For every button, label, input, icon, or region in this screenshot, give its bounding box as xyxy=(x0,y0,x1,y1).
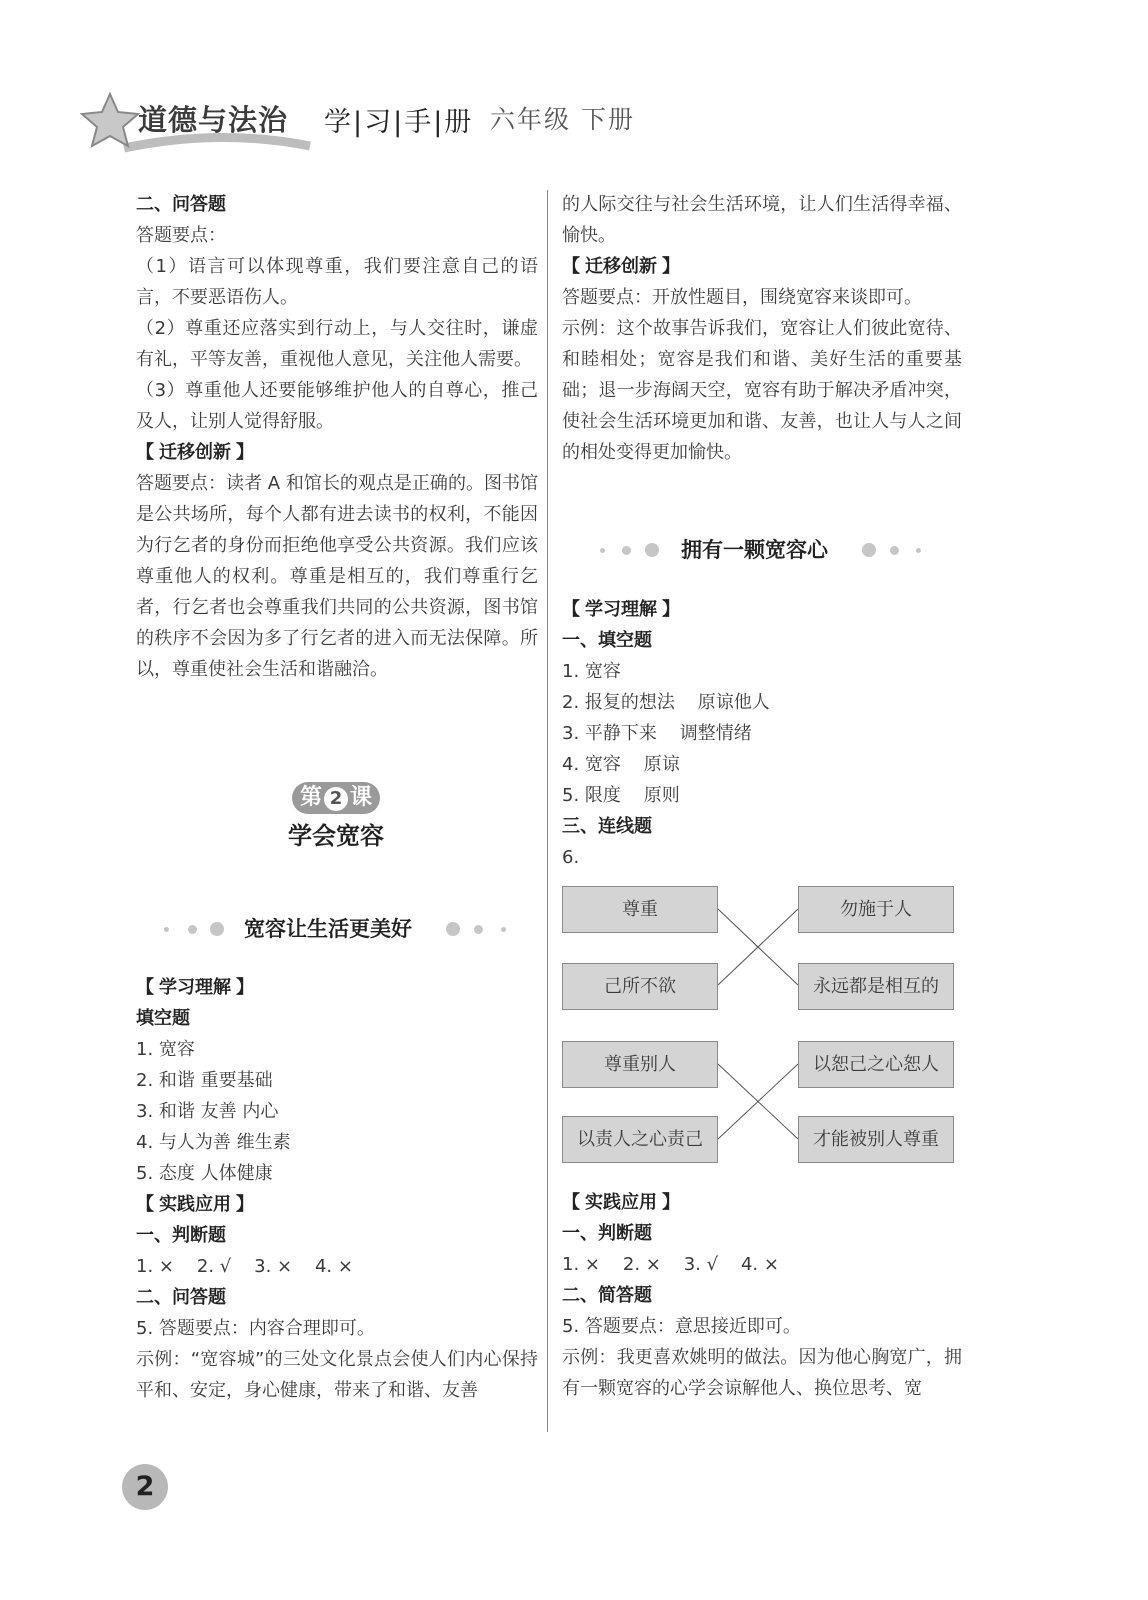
book-grade: 六年级 下册 xyxy=(490,105,635,134)
judge-answers: 1. × 2. × 3. √ 4. × xyxy=(562,1254,779,1275)
judge-heading: 一、判断题 xyxy=(136,1225,226,1245)
qa-point-2: （2）尊重还应落实到行动上，与人交往时，谦虚有礼，平等友善，重视他人意见，关注他人需要。 xyxy=(136,318,538,370)
fill-item: 1. 宽容 xyxy=(136,1039,195,1060)
fill-item: 5. 限度 原则 xyxy=(562,785,680,806)
qa-example: 示例：“宽容城”的三处文化景点会使人们内心保持平和、安定，身心健康，带来了和谐、友善 xyxy=(136,1349,538,1401)
dot-icon xyxy=(164,927,169,932)
qa-point-3: （3）尊重他人还要能够维护他人的自尊心，推己及人，让别人觉得舒服。 xyxy=(136,380,538,432)
transfer-heading: 【 迁移创新 】 xyxy=(562,256,681,276)
fill-item: 4. 与人为善 维生素 xyxy=(136,1132,291,1153)
match-number: 6. xyxy=(562,847,580,868)
transfer-heading: 【 迁移创新 】 xyxy=(136,442,255,462)
dot-icon xyxy=(474,925,483,934)
match-box: 以恕己之心恕人 xyxy=(798,1041,954,1088)
left-column-top xyxy=(136,189,538,685)
match-box: 永远都是相互的 xyxy=(798,963,954,1010)
fill-heading: 一、填空题 xyxy=(562,630,652,650)
continued-text: 的人际交往与社会生活环境，让人们生活得幸福、愉快。 xyxy=(562,194,962,246)
page-number: 2 xyxy=(122,1464,168,1510)
fill-item: 4. 宽容 原谅 xyxy=(562,754,680,775)
transfer-points: 答题要点：开放性题目，围绕宽容来谈即可。 xyxy=(562,287,922,308)
section1-content xyxy=(136,972,538,1406)
lesson-badge xyxy=(292,782,380,814)
dot-icon xyxy=(890,546,899,555)
lesson-header xyxy=(286,782,386,851)
match-heading: 三、连线题 xyxy=(562,816,652,836)
match-box: 尊重别人 xyxy=(562,1041,718,1088)
qa-points-label: 答题要点： xyxy=(136,225,226,246)
study-heading: 【 学习理解 】 xyxy=(136,977,255,997)
dot-icon xyxy=(446,922,460,936)
book-title: 学|习|手|册 xyxy=(324,107,474,138)
study-heading: 【 学习理解 】 xyxy=(562,599,681,619)
short-example: 示例：我更喜欢姚明的做法。因为他心胸宽广，拥有一颗宽容的心学会谅解他人、换位思考、宽 xyxy=(562,1347,962,1399)
match-box: 以责人之心责己 xyxy=(562,1116,718,1163)
right-column-top xyxy=(562,189,962,468)
dot-icon xyxy=(600,548,605,553)
lesson-badge-suffix: 课 xyxy=(350,785,373,810)
dot-icon xyxy=(862,543,876,557)
practice-heading: 【 实践应用 】 xyxy=(136,1194,255,1214)
lesson-badge-prefix: 第 xyxy=(299,785,322,810)
match-box: 勿施于人 xyxy=(798,886,954,933)
fill-item: 3. 平静下来 调整情绪 xyxy=(562,723,752,744)
section2-practice xyxy=(562,1187,962,1404)
qa-point-1: （1）语言可以体现尊重，我们要注意自己的语言，不要恶语伤人。 xyxy=(136,256,538,308)
qa-heading: 二、问答题 xyxy=(136,194,226,214)
section2-title: 拥有一颗宽容心 xyxy=(681,538,828,562)
short-points: 5. 答题要点：意思接近即可。 xyxy=(562,1316,801,1337)
fill-item: 5. 态度 人体健康 xyxy=(136,1163,273,1184)
practice-heading: 【 实践应用 】 xyxy=(562,1192,681,1212)
qa-heading: 二、问答题 xyxy=(136,1287,226,1307)
section1-title: 宽容让生活更美好 xyxy=(244,917,412,941)
fill-item: 2. 和谐 重要基础 xyxy=(136,1070,273,1091)
fill-heading: 填空题 xyxy=(136,1008,190,1028)
judge-heading: 一、判断题 xyxy=(562,1223,652,1243)
qa-points: 5. 答题要点：内容合理即可。 xyxy=(136,1318,375,1339)
column-divider xyxy=(547,190,548,1432)
match-box: 才能被别人尊重 xyxy=(798,1116,954,1163)
judge-answers: 1. × 2. √ 3. × 4. × xyxy=(136,1256,353,1277)
fill-item: 2. 报复的想法 原谅他人 xyxy=(562,692,770,713)
dot-icon xyxy=(645,543,659,557)
match-box: 己所不欲 xyxy=(562,963,718,1010)
logo-text: 道德与法治 xyxy=(138,103,289,137)
match-box: 尊重 xyxy=(562,886,718,933)
fill-item: 3. 和谐 友善 内心 xyxy=(136,1101,279,1122)
dot-icon xyxy=(188,925,197,934)
transfer-example: 示例：这个故事告诉我们，宽容让人们彼此宽待、和睦相处；宽容是我们和谐、美好生活的重要基础；退一步海阔天空，宽容有助于解决矛盾冲突，使社会生活环境更加和谐、友善，也让人与人之间的相处变得更加愉快。 xyxy=(562,318,962,463)
fill-item: 1. 宽容 xyxy=(562,661,621,682)
short-heading: 二、简答题 xyxy=(562,1285,652,1305)
lesson-title: 学会宽容 xyxy=(288,822,384,850)
section2-study xyxy=(562,594,962,873)
dot-icon xyxy=(210,922,224,936)
dot-icon xyxy=(622,546,631,555)
transfer-text: 答题要点：读者 A 和馆长的观点是正确的。图书馆是公共场所，每个人都有进去读书的权利，不能因为行乞者的身份而拒绝他享受公共资源。我们应该尊重他人的权利。尊重是相互的，我们尊重行乞者，行乞者也会尊重我们共同的公共资源，图书馆的秩序不会因为多了行乞者的进入而无法保障。所以，尊重使社会生活和谐融洽。 xyxy=(136,473,538,680)
page-header xyxy=(80,88,740,158)
dot-icon xyxy=(501,927,506,932)
lesson-number: 2 xyxy=(324,787,348,811)
dot-icon xyxy=(916,548,921,553)
